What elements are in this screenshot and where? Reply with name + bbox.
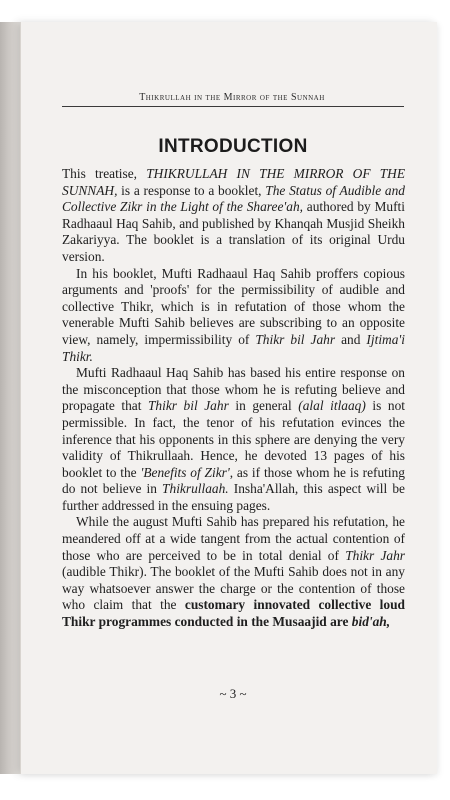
body-text	[62, 166, 405, 631]
text-run: bid'ah,	[351, 614, 391, 630]
text-run: Thikrullaah.	[162, 481, 229, 497]
text-run: This treatise,	[62, 166, 147, 181]
text-run: THIKRULLAH IN THE MIRROR OF THE SUNNAH,	[62, 166, 406, 198]
page-number: ~ 3 ~	[219, 686, 247, 701]
paragraph	[62, 365, 405, 514]
text-run: Insha'Allah, this aspect will be further addressed in the ensuing pages.	[62, 481, 405, 513]
text-run: , as if those whom he is refuting do not believe in	[62, 464, 406, 497]
text-run: Thikr bil Jahr	[255, 331, 336, 347]
text-run: While the august Mufti Sahib has prepared his refutation, he meandered off at a wide tangent from the actual contention of those who are perceived to be in total denial of	[62, 514, 405, 563]
text-run: Mufti Radhaaul Haq Sahib has based his entire response on the misconception that those whom he is refuting believe and propagate that	[62, 365, 405, 414]
paragraph	[62, 166, 405, 266]
text-run: (alal itlaaq)	[298, 398, 366, 414]
text-run: in general	[228, 398, 299, 414]
text-run: customary innovated collective loud Thikr programmes conducted in the Musaajid are	[62, 597, 405, 630]
text-run: authored by Mufti Radhaaul Haq Sahib, and published by Khanqah Musjid Sheikh Zakariyya. The booklet is a translation of its original Urdu version.	[62, 199, 405, 264]
header-rule	[62, 106, 404, 107]
text-run: 'Benefits of Zikr'	[140, 464, 230, 480]
text-run: (audible Thikr). The booklet of the Mufti Sahib does not in any way whatsoever answer the charge or the contention of those who claim that the	[62, 564, 405, 613]
text-run: and	[335, 331, 367, 347]
text-run: Thikr bil Jahr	[147, 398, 229, 414]
text-run: In his booklet, Mufti Radhaaul Haq Sahib proffers copious arguments and 'proofs' for the permissibility of audible and collective Thikr, which is in refutation of those whom the venerable Mufti Sahib believes are subscribing to an opposite view, namely, impermissibility of	[62, 265, 405, 347]
text-run: The Status of Audible and Collective Zikr in the Light of the Sharee'ah,	[62, 182, 406, 215]
text-run: is not permissible. In fact, the tenor of his refutation evinces the inference that his opponents in this sphere are denying the very validity of Thikrullaah. Hence, he devoted 13 pages of his booklet to the	[62, 398, 405, 480]
paragraph	[62, 514, 405, 630]
running-head: Thikrullah in the Mirror of the Sunnah	[139, 92, 325, 103]
text-run: is a response to a booklet,	[117, 182, 266, 198]
book-spine	[0, 22, 22, 774]
text-run: Ijtima'i Thikr.	[62, 331, 405, 364]
paragraph	[62, 266, 405, 366]
chapter-title: INTRODUCTION	[158, 136, 308, 157]
text-run: Thikr Jahr	[345, 547, 405, 563]
